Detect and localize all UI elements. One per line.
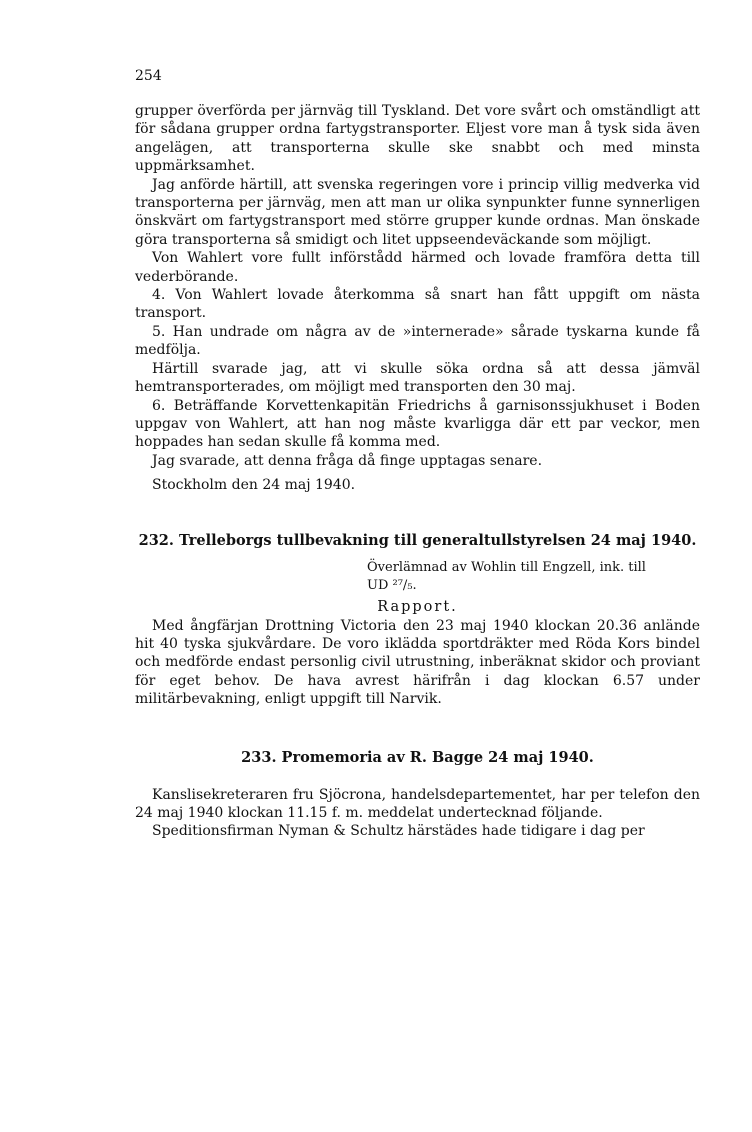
memo-body-2: Speditionsfirman Nyman & Schultz härstädes hade tidigare i dag per [152,823,645,840]
section-heading-233: 233. Promemoria av R. Bagge 24 maj 1940. [241,748,594,766]
section-heading-232: 232. Trelleborgs tullbevakning till generaltullstyrelsen 24 maj 1940. [138,531,697,549]
memo-body-1: Kanslisekreteraren fru Sjöcrona, handelsdepartementet, har per telefon den 24 maj 1940 klockan 11.15 f. m. meddelat undertecknad följande. [135,786,700,821]
archive-note-line2: UD ²⁷/₅. [367,577,417,593]
page-number: 254 [135,68,162,84]
paragraph-list [135,102,700,470]
document-page [135,68,700,841]
signoff: Stockholm den 24 maj 1940. [152,477,356,494]
paragraph: 6. Beträffande Korvettenkapitän Friedrichs å garnisonssjukhuset i Boden uppgav von Wahlert, att han nog måste kvarligga där ett par veckor, men hoppades han sedan skulle få komma med. [135,397,700,451]
paragraph: Jag anförde härtill, att svenska regeringen vore i princip villig medverka vid transporterna per järnväg, men att man ur olika synpunkter funne synnerligen önskvärt om fartygstransport med större grupper kunde ordnas. Man önskade göra transporterna så smidigt och litet uppseendeväckande som möjligt. [135,176,700,248]
archive-note-line1: Överlämnad av Wohlin till Engzell, ink. till [367,559,646,575]
paragraph: Jag svarade, att denna fråga då finge upptagas senare. [152,452,543,469]
report-body: Med ångfärjan Drottning Victoria den 23 maj 1940 klockan 20.36 anlände hit 40 tyska sjukvårdare. De voro iklädda sportdräkter med Röda Kors bindel och medförde endast personlig civil utrustning, inberäknat skidor och proviant för eget behov. De hava avrest härifrån i dag klockan 6.57 under militärbevakning, enligt uppgift till Narvik. [135,617,700,708]
archive-note [367,559,700,595]
report-title: Rapport. [377,598,458,615]
paragraph: 5. Han undrade om några av de »internerade» sårade tyskarna kunde få medfölja. [135,323,700,359]
paragraph: Härtill svarade jag, att vi skulle söka ordna så att dessa jämväl hemtransporterades, om möjligt med transporten den 30 maj. [135,360,700,396]
paragraph: 4. Von Wahlert lovade återkomma så snart han fått uppgift om nästa transport. [135,287,700,322]
paragraph: Von Wahlert vore fullt införstådd härmed och lovade framföra detta till vederbörande. [135,250,700,285]
paragraph: grupper överförda per järnväg till Tyskland. Det vore svårt och omständligt att för sådana grupper ordna fartygstransporter. Eljest vore man å tysk sida även angelägen, att transporterna skulle ske snabbt och med minsta uppmärksamhet. [135,103,700,175]
